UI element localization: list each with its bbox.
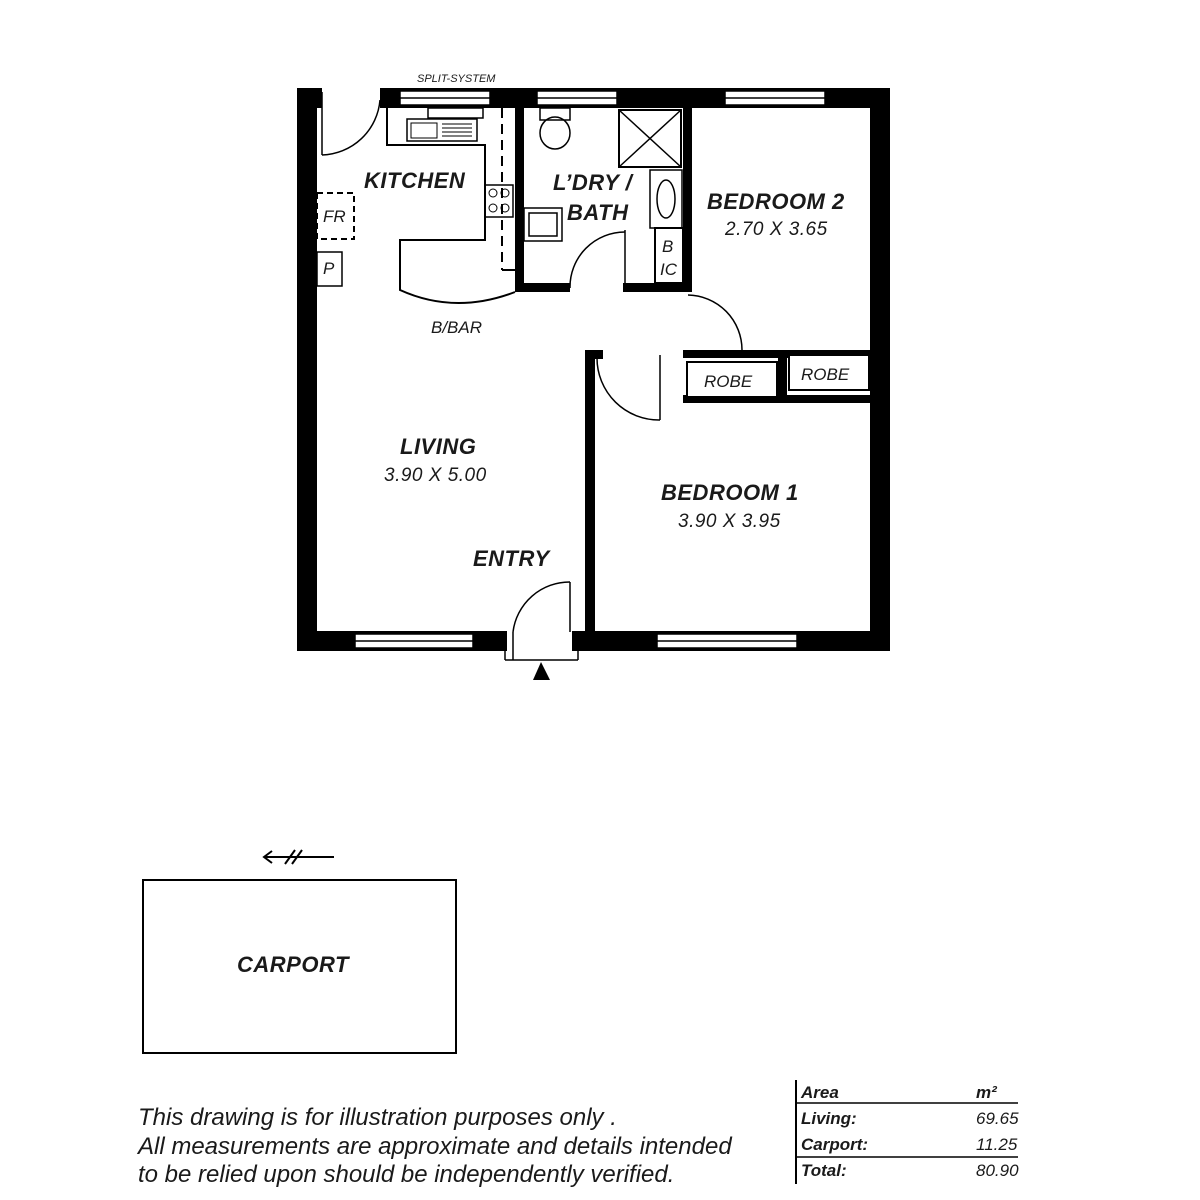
living-dimensions: 3.90 X 5.00	[384, 465, 487, 486]
area-row-total-value: 80.90	[976, 1161, 1019, 1180]
entry-label: ENTRY	[473, 546, 550, 571]
living-label: LIVING	[400, 434, 477, 459]
disclaimer-line3: to be relied upon should be independently verified.	[138, 1161, 675, 1188]
area-table-header-unit: m²	[976, 1083, 997, 1102]
bathroom-fixtures	[524, 108, 683, 283]
kitchen-fixtures	[317, 108, 515, 303]
area-table-header-label: Area	[801, 1083, 839, 1102]
breakfast-bar-label: B/BAR	[431, 318, 483, 337]
fridge-label: FR	[323, 207, 346, 226]
laundry-bath-label-line2: BATH	[567, 200, 629, 225]
pantry-label: P	[323, 259, 335, 278]
area-row-total-label: Total:	[801, 1161, 847, 1180]
robe-left-label: ROBE	[704, 372, 753, 391]
disclaimer-line1: This drawing is for illustration purposes only .	[138, 1104, 617, 1131]
entry-arrow-icon	[533, 662, 550, 680]
bedroom1-label: BEDROOM 1	[661, 480, 799, 505]
kitchen-label: KITCHEN	[364, 168, 466, 193]
carport-label: CARPORT	[237, 952, 349, 977]
area-row-living-value: 69.65	[976, 1109, 1019, 1128]
bedroom1-dimensions: 3.90 X 3.95	[678, 511, 781, 532]
area-row-carport-label: Carport:	[801, 1135, 869, 1154]
split-system-label: SPLIT-SYSTEM	[417, 73, 496, 85]
laundry-bath-label-line1: L’DRY /	[553, 170, 633, 195]
carport-direction-arrow-icon	[264, 850, 334, 864]
area-row-carport-value: 11.25	[976, 1135, 1018, 1154]
area-row-living-label: Living:	[801, 1109, 857, 1128]
bic-label-line1: B	[662, 237, 674, 256]
disclaimer-line2: All measurements are approximate and details intended	[138, 1133, 732, 1160]
area-table	[796, 1080, 1019, 1184]
bic-label-line2: IC	[660, 260, 677, 279]
bedroom2-label: BEDROOM 2	[707, 189, 845, 214]
bedroom2-dimensions: 2.70 X 3.65	[725, 219, 828, 240]
robe-right-label: ROBE	[801, 365, 850, 384]
